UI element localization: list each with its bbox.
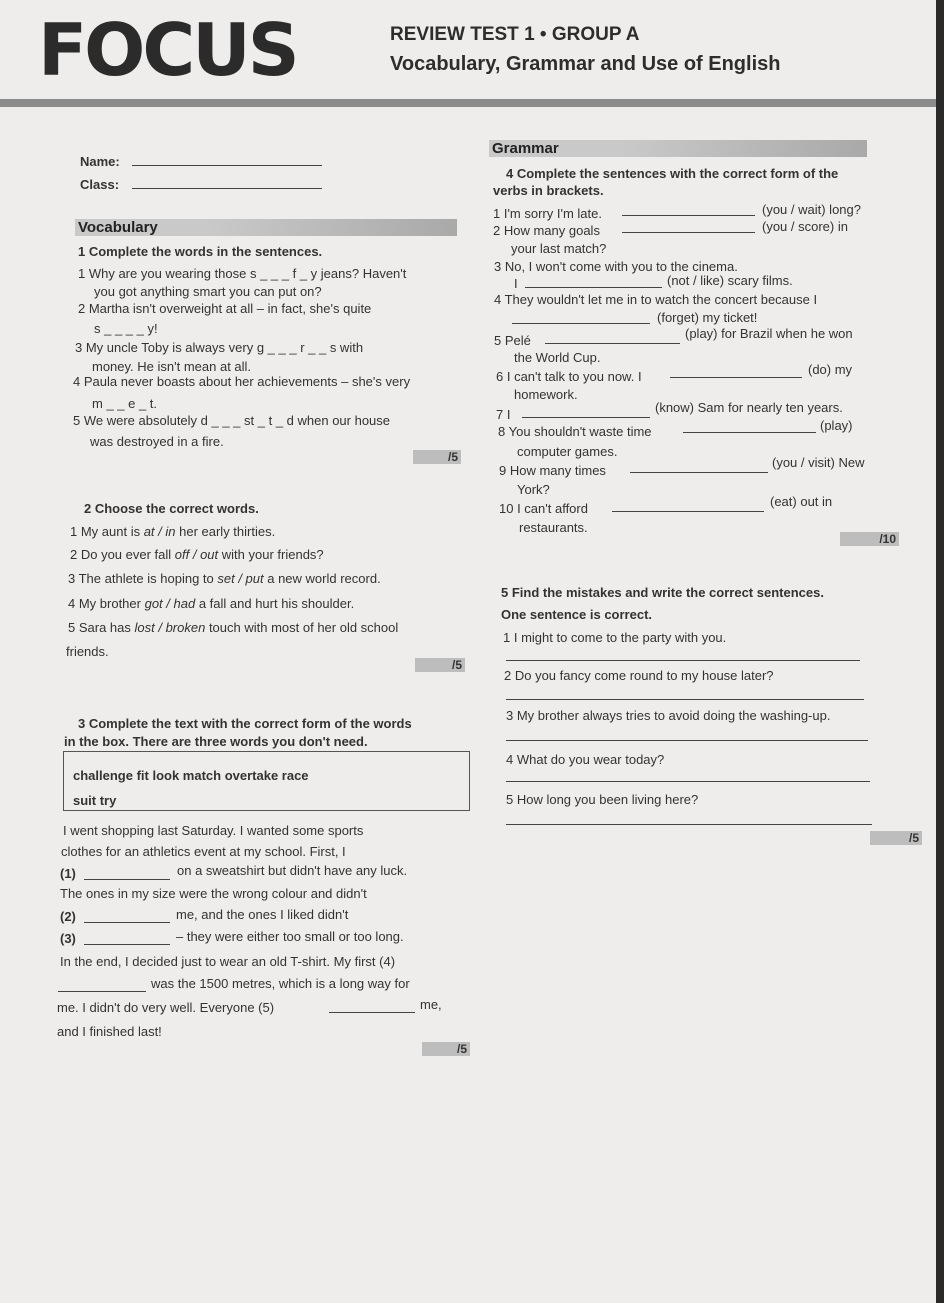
ex4-gap-1[interactable]: [622, 215, 755, 216]
ex5-answer-line[interactable]: [506, 660, 860, 661]
vocabulary-heading-text: Vocabulary: [78, 219, 158, 236]
ex5-answer-line[interactable]: [506, 781, 870, 782]
ex3-gap-number: (1): [60, 866, 76, 881]
ex1-line: 5 We were absolutely d _ _ _ st _ t _ d when our house: [73, 413, 391, 428]
ex4-line: 8 You shouldn't waste time: [498, 424, 652, 439]
ex1-line: you got anything smart you can put on?: [94, 284, 322, 299]
ex5-instruction: 5 Find the mistakes and write the correct sentences.: [501, 585, 824, 600]
ex3-gap-4[interactable]: [58, 991, 146, 992]
ex5-item: 1 I might to come to the party with you.: [503, 630, 727, 645]
ex3-gap-2[interactable]: [84, 922, 170, 923]
ex3-gap-5[interactable]: [329, 1012, 415, 1013]
ex5-instruction: One sentence is correct.: [501, 607, 653, 622]
ex4-line: 5 Pelé: [494, 333, 531, 348]
ex2-tail: friends.: [66, 644, 109, 659]
ex2-item: 2 Do you ever fall off / out with your friends?: [70, 547, 324, 562]
ex4-line: I: [514, 276, 518, 291]
ex1-line: 3 My uncle Toby is always very g _ _ _ r _ _ s with: [75, 340, 364, 355]
ex3-text-line: me. I didn't do very well. Everyone (5): [57, 1000, 275, 1015]
grammar-heading: [489, 140, 867, 157]
ex4-line: York?: [517, 482, 550, 497]
ex4-instruction: 4 Complete the sentences with the correct form of the: [506, 166, 839, 181]
ex4-line: restaurants.: [519, 520, 588, 535]
ex4-line: your last match?: [511, 241, 607, 256]
name-label: Name:: [80, 154, 120, 169]
ex4-hint: (you / wait) long?: [762, 202, 861, 217]
ex1-line: m _ _ e _ t.: [92, 396, 158, 411]
ex4-hint: (forget) my ticket!: [657, 310, 758, 325]
ex1-instruction: 1 Complete the words in the sentences.: [78, 244, 323, 259]
ex3-text-line: The ones in my size were the wrong colour and didn't: [60, 886, 367, 901]
ex3-text-line: clothes for an athletics event at my school. First, I: [61, 844, 346, 859]
class-field[interactable]: [132, 188, 322, 189]
ex4-line: 9 How many times: [499, 463, 606, 478]
focus-logo: FOCUS: [38, 8, 297, 92]
ex3-text-line: me, and the ones I liked didn't: [176, 907, 349, 922]
ex5-item: 4 What do you wear today?: [506, 752, 665, 767]
ex3-gap-3[interactable]: [84, 944, 170, 945]
word-box-line: challenge fit look match overtake race: [73, 768, 309, 783]
ex5-answer-line[interactable]: [506, 699, 864, 700]
ex3-score: /5: [422, 1042, 470, 1056]
ex2-item: 1 My aunt is at / in her early thirties.: [70, 524, 276, 539]
ex2-item: 4 My brother got / had a fall and hurt his shoulder.: [68, 596, 355, 611]
ex3-gap-number: (2): [60, 909, 76, 924]
ex5-item: 5 How long you been living here?: [506, 792, 699, 807]
ex3-text-line: – they were either too small or too long.: [176, 929, 404, 944]
ex3-instruction: in the box. There are three words you don't need.: [64, 734, 368, 749]
ex1-line: 2 Martha isn't overweight at all – in fact, she's quite: [78, 301, 372, 316]
ex4-hint: (you / score) in: [762, 219, 848, 234]
ex4-line: 10 I can't afford: [499, 501, 588, 516]
vocabulary-heading: [75, 219, 457, 236]
ex3-text-line: and I finished last!: [57, 1024, 162, 1039]
ex3-text-line: was the 1500 metres, which is a long way for: [151, 976, 410, 991]
ex5-item: 2 Do you fancy come round to my house later?: [504, 668, 774, 683]
ex4-hint: (play) for Brazil when he won: [685, 326, 853, 341]
ex4-line: computer games.: [517, 444, 618, 459]
ex1-line: was destroyed in a fire.: [90, 434, 224, 449]
ex4-score: /10: [840, 532, 899, 546]
ex3-text-line: on a sweatshirt but didn't have any luck.: [177, 863, 408, 878]
word-box-line: suit try: [73, 793, 117, 808]
ex1-line: money. He isn't mean at all.: [92, 359, 252, 374]
ex4-gap-5[interactable]: [545, 343, 680, 344]
ex1-line: 4 Paula never boasts about her achievements – she's very: [73, 374, 411, 389]
ex4-gap-2[interactable]: [622, 232, 755, 233]
ex4-hint: (you / visit) New: [772, 455, 865, 470]
ex2-score: /5: [415, 658, 465, 672]
header-rule: [0, 99, 936, 107]
class-label: Class:: [80, 177, 120, 192]
ex4-hint: (eat) out in: [770, 494, 833, 509]
ex4-hint: (play): [820, 418, 853, 433]
ex4-gap-6[interactable]: [670, 377, 802, 378]
ex3-gap-number: (3): [60, 931, 76, 946]
ex1-line: s _ _ _ _ y!: [94, 321, 158, 336]
test-title: REVIEW TEST 1 • GROUP A: [390, 24, 640, 45]
ex4-line: 1 I'm sorry I'm late.: [493, 206, 602, 221]
ex1-line: 1 Why are you wearing those s _ _ _ f _ y jeans? Haven't: [78, 266, 407, 281]
ex4-hint: (not / like) scary films.: [667, 273, 793, 288]
test-subtitle: Vocabulary, Grammar and Use of English: [390, 53, 781, 75]
ex1-score: /5: [413, 450, 461, 464]
ex5-answer-line[interactable]: [506, 740, 868, 741]
ex4-gap-9[interactable]: [630, 472, 768, 473]
ex4-line: 7 I: [496, 407, 511, 422]
ex4-line: 4 They wouldn't let me in to watch the concert because I: [494, 292, 818, 307]
ex4-instruction: verbs in brackets.: [493, 183, 604, 198]
ex4-gap-3[interactable]: [525, 287, 662, 288]
ex3-text-line: me,: [420, 997, 442, 1012]
ex4-line: homework.: [514, 387, 578, 402]
ex5-answer-line[interactable]: [506, 824, 872, 825]
ex4-line: 2 How many goals: [493, 223, 600, 238]
grammar-heading-text: Grammar: [492, 140, 559, 157]
ex2-item: 5 Sara has lost / broken touch with most of her old school: [68, 620, 399, 635]
name-field[interactable]: [132, 165, 322, 166]
ex4-line: 6 I can't talk to you now. I: [496, 369, 642, 384]
ex5-item: 3 My brother always tries to avoid doing the washing-up.: [506, 708, 831, 723]
ex3-gap-1[interactable]: [84, 879, 170, 880]
ex2-instruction: 2 Choose the correct words.: [84, 501, 259, 516]
ex2-item: 3 The athlete is hoping to set / put a new world record.: [68, 571, 381, 586]
ex4-gap-8[interactable]: [683, 432, 816, 433]
ex4-gap-4[interactable]: [512, 323, 650, 324]
ex4-hint: (do) my: [808, 362, 853, 377]
ex4-gap-7[interactable]: [522, 417, 650, 418]
ex4-line: the World Cup.: [514, 350, 601, 365]
ex4-gap-10[interactable]: [612, 511, 764, 512]
ex3-text-line: In the end, I decided just to wear an old T-shirt. My first (4): [60, 954, 396, 969]
ex4-line: 3 No, I won't come with you to the cinema.: [494, 259, 738, 274]
ex4-hint: (know) Sam for nearly ten years.: [655, 400, 843, 415]
ex3-text-line: I went shopping last Saturday. I wanted some sports: [63, 823, 364, 838]
ex5-score: /5: [870, 831, 922, 845]
ex3-instruction: 3 Complete the text with the correct form of the words: [78, 716, 412, 731]
